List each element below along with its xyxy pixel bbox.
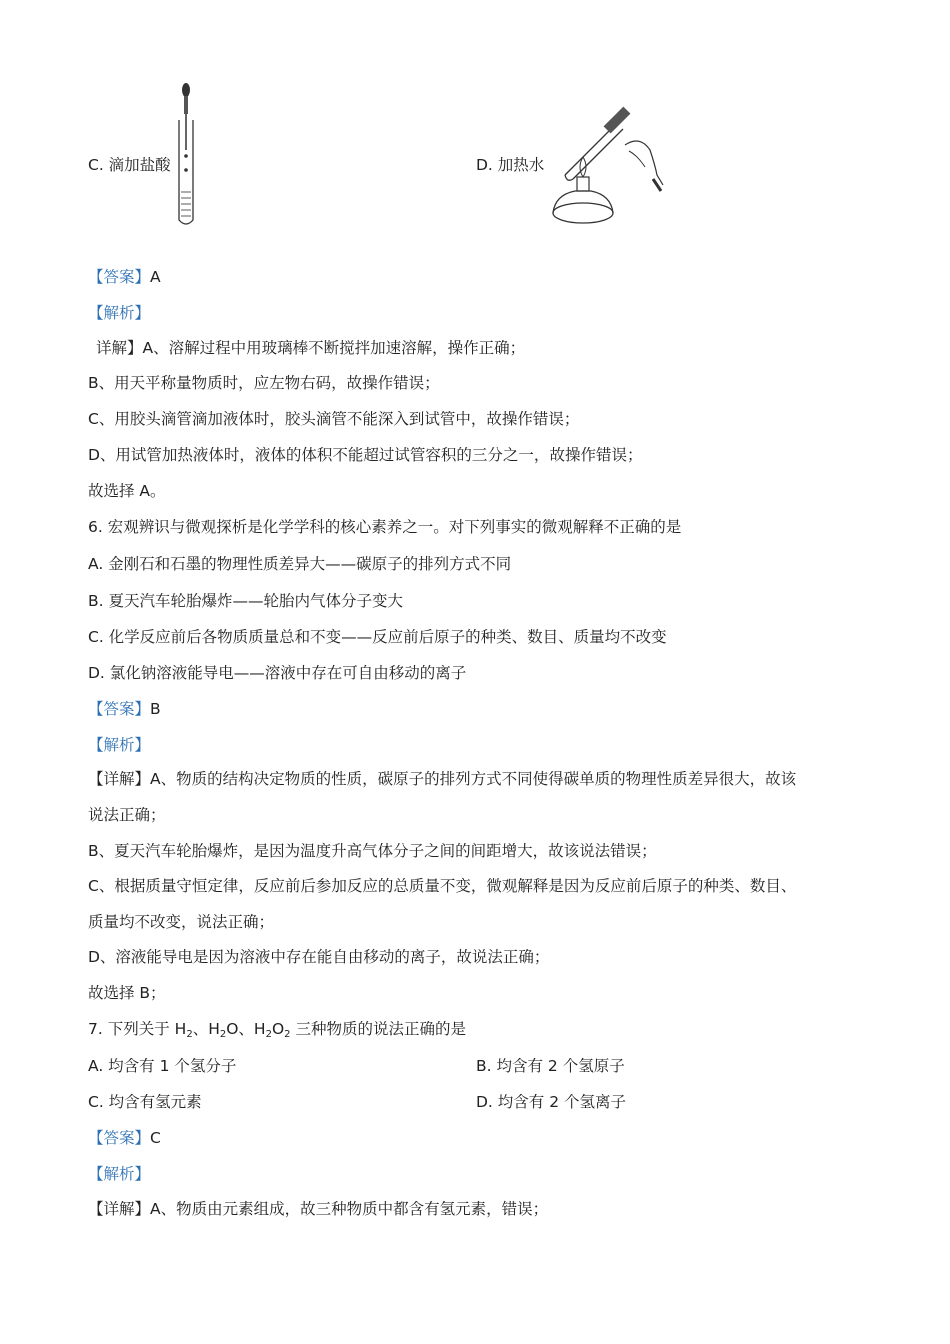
q6-line: C、根据质量守恒定律，反应前后参加反应的总质量不变，微观解释是因为反应前后原子的种类、数目、: [88, 877, 797, 895]
detail-text: A、物质由元素组成，故三种物质中都含有氢元素，错误；: [150, 1200, 549, 1218]
detail-text: A、物质的结构决定物质的性质，碳原子的排列方式不同使得碳单质的物理性质差异很大，故该: [150, 770, 797, 788]
q5-answer: [88, 266, 161, 288]
detail-tag: 【详解】: [88, 770, 151, 788]
q6-detail-line: [88, 768, 796, 790]
q6-option: C. 化学反应前后各物质质量总和不变——反应前后原子的种类、数目、质量均不改变: [88, 628, 667, 646]
q5-detail-line: [96, 337, 525, 359]
answer-value: C: [150, 1129, 161, 1147]
q7-stem: 7. 下列关于 $H_2$、$H_2O$、$H_2O_2$ 三种物质的说法正确的是: [88, 1020, 466, 1040]
detail-prefix: 详解】: [96, 339, 143, 357]
q6-option: B. 夏天汽车轮胎爆炸——轮胎内气体分子变大: [88, 592, 403, 610]
q6-line: B、夏天汽车轮胎爆炸，是因为温度升高气体分子之间的间距增大，故该说法错误；: [88, 842, 657, 860]
q5-line: 故选择 A。: [88, 482, 166, 500]
answer-value: A: [150, 268, 161, 286]
answer-tag: 【答案】: [88, 700, 151, 718]
q7-option-b: B. 均含有 2 个氢原子: [476, 1057, 625, 1075]
option-c-label: C. 滴加盐酸: [88, 156, 171, 174]
q5-analysis-tag: 【解析】: [88, 304, 151, 322]
q6-option: D. 氯化钠溶液能导电——溶液中存在可自由移动的离子: [88, 664, 467, 682]
q7-stem-prefix: 7. 下列关于 H: [88, 1020, 187, 1038]
detail-text: A、溶解过程中用玻璃棒不断搅拌加速溶解，操作正确；: [142, 339, 526, 357]
q5-line: D、用试管加热液体时，液体的体积不能超过试管容积的三分之一，故操作错误；: [88, 446, 643, 464]
answer-tag: 【答案】: [88, 1129, 151, 1147]
answer-tag: 【答案】: [88, 268, 151, 286]
q7-option-c: C. 均含有氢元素: [88, 1093, 202, 1111]
q6-option: A. 金刚石和石墨的物理性质差异大——碳原子的排列方式不同: [88, 555, 512, 573]
q7-option-d: D. 均含有 2 个氢离子: [476, 1093, 627, 1111]
q7-detail-line: [88, 1198, 548, 1220]
q7-stem-tail: 三种物质的说法正确的是: [295, 1020, 466, 1038]
alcohol-lamp-heating-figure: [545, 105, 670, 230]
q5-line: B、用天平称量物质时，应左物右码，故操作错误；: [88, 374, 440, 392]
q7-answer: [88, 1127, 161, 1149]
q6-line: 故选择 B；: [88, 984, 166, 1002]
q6-answer: [88, 698, 161, 720]
q6-line: 说法正确；: [88, 806, 166, 824]
detail-tag: 【详解】: [88, 1200, 151, 1218]
q6-analysis-tag: 【解析】: [88, 736, 151, 754]
q6-line: 质量均不改变，说法正确；: [88, 913, 275, 931]
q6-line: D、溶液能导电是因为溶液中存在能自由移动的离子，故说法正确；: [88, 948, 550, 966]
q7-option-a: A. 均含有 1 个氢分子: [88, 1057, 237, 1075]
option-d-label: D. 加热水: [476, 156, 545, 174]
q7-analysis-tag: 【解析】: [88, 1165, 151, 1183]
q6-stem: 6. 宏观辨识与微观探析是化学学科的核心素养之一。对下列事实的微观解释不正确的是: [88, 518, 682, 536]
q5-line: C、用胶头滴管滴加液体时，胶头滴管不能深入到试管中，故操作错误；: [88, 410, 580, 428]
answer-value: B: [150, 700, 161, 718]
dropper-test-tube-figure: [170, 80, 202, 230]
